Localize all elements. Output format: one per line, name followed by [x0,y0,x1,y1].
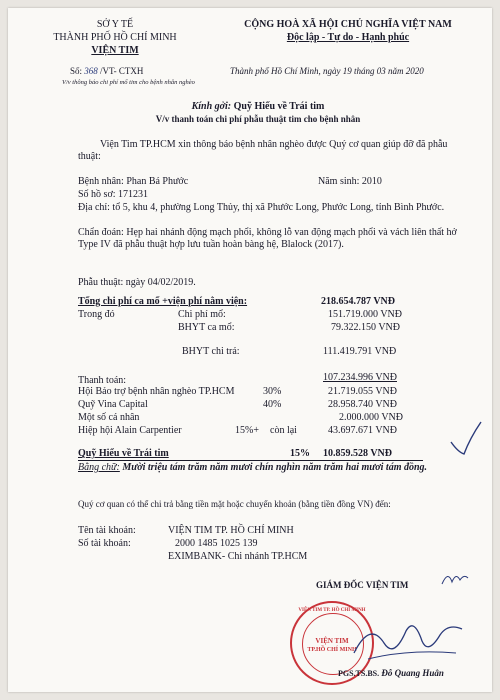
surgery-cost-value: 151.719.000 VNĐ [328,309,402,320]
country-name: CỘNG HOÀ XÃ HỘI CHỦ NGHĨA VIỆT NAM [244,19,452,30]
national-motto: Độc lập - Tự do - Hạnh phúc [286,32,410,43]
surgery-cost-label: Chi phí mổ: [178,309,226,320]
payer-value: 21.719.055 VNĐ [328,386,397,397]
intro-paragraph: Viện Tim TP.HCM xin thông báo bệnh nhân nghèo được Quý cơ quan giúp đỡ đã phẫu thuật: [78,139,448,162]
doc-subject-line: V/v thông báo chi phí mổ tim cho bệnh nhân nghèo [62,79,195,86]
patient-record-number: Số hồ sơ: 171231 [78,189,149,200]
amount-in-words-value: Mười triệu tám trăm năm mươi chín nghìn năm trăm hai mươi tám đồng. [122,462,428,473]
org-line-1: SỞ Y TẾ [96,19,134,30]
surgery-date: Phẫu thuật: ngày 04/02/2019. [78,277,196,288]
amount-in-words [78,462,450,474]
handwritten-check-icon [448,418,484,458]
doc-no-prefix: Số: [70,66,83,76]
fund-percent: 15% [290,448,310,459]
payer-value: 43.697.671 VNĐ [328,425,397,436]
org-line-2: THÀNH PHỐ HỒ CHÍ MINH [53,32,177,43]
payer-note: còn lại [270,425,297,436]
recipient-subject: V/v thanh toán chi phí phẫu thuật tim cho bệnh nhân [155,114,361,124]
stamp-ring-text: VIỆN TIM TP. HỒ CHÍ MINH [298,608,366,613]
fund-value: 10.859.528 VNĐ [323,448,392,459]
payer-value: 2.000.000 VNĐ [339,412,403,423]
payer-name: Một số cá nhân [78,412,140,423]
insurance-value: 79.322.150 VNĐ [331,322,400,333]
total-cost-value: 218.654.787 VNĐ [321,296,395,307]
fund-label: Quỹ Hiểu về Trái tim [78,448,169,459]
patient-name: Bệnh nhân: Phan Bá Phước [78,176,189,187]
patient-birth-year: Năm sinh: 2010 [318,176,382,187]
signer [338,668,444,678]
payment-value: 107.234.996 VNĐ [323,372,397,383]
insurance-paid-label: BHYT chi trả: [182,346,240,357]
insurance-label: BHYT ca mổ: [178,322,235,333]
payer-name: Quỹ Vina Capital [78,399,148,410]
account-number-label: Số tài khoản: [78,538,131,549]
stamp-center-line-2: TP.HỒ CHÍ MINH [307,647,357,653]
recipient-name: Quỹ Hiểu về Trái tim [233,101,325,112]
recipient-label: Kính gởi: [191,101,232,112]
fund-underline [78,460,423,461]
patient-diagnosis: Chẩn đoán: Hẹp hai nhánh động mạch phổi, không lỗ van động mạch phổi và vách liên thất hở Type IV đã phẫu thuật hợp lưu tuần hoàn bàng hệ, Blalock (2017). [78,227,457,250]
bank-name: EXIMBANK- Chi nhánh TP.HCM [168,551,308,562]
org-line-3: VIỆN TIM [91,45,139,56]
account-name: VIỆN TIM TP. HỒ CHÍ MINH [168,525,294,536]
payment-request: Quý cơ quan có thể chi trả bằng tiền mặt hoặc chuyển khoản (bằng tiền đồng VN) đến: [78,499,391,509]
signature-title: GIÁM ĐỐC VIỆN TIM [316,580,409,590]
payer-name: Hội Bảo trợ bệnh nhân nghèo TP.HCM [78,386,235,397]
insurance-paid-value: 111.419.791 VNĐ [323,346,397,357]
initials-mark-icon [440,568,470,590]
payer-percent: 30% [263,386,282,397]
account-number: 2000 1485 1025 139 [175,538,258,549]
payer-value: 28.958.740 VNĐ [328,399,397,410]
payer-name: Hiệp hội Alain Carpentier [78,425,182,436]
recipient [108,101,408,112]
place-date: Thành phố Hồ Chí Minh, ngày 19 tháng 03 năm 2020 [230,66,424,76]
payment-label: Thanh toán: [78,375,127,386]
document-number [70,66,143,76]
signer-name: Đỗ Quang Huân [381,668,444,678]
doc-no-handwritten: 368 [84,66,98,76]
payer-percent: 15%+ [235,425,259,436]
patient-address: Địa chỉ: tổ 5, khu 4, phường Long Thủy, thị xã Phước Long, Phước Long, tỉnh Bình Phước. [78,202,445,213]
amount-in-words-label: Bằng chữ: [78,462,120,473]
handwritten-signature-icon [348,613,468,668]
document-page [8,8,492,692]
in-which-label: Trong đó [78,309,115,320]
payer-percent: 40% [263,399,282,410]
signer-prefix: PGS.TS.BS. [338,669,380,678]
total-cost-label: Tổng chi phí ca mổ +viện phí nằm viện: [78,296,248,307]
stamp-center-line-1: VIỆN TIM [315,637,349,645]
doc-no-suffix: /VT- CTXH [100,66,144,76]
account-name-label: Tên tài khoản: [78,525,136,536]
